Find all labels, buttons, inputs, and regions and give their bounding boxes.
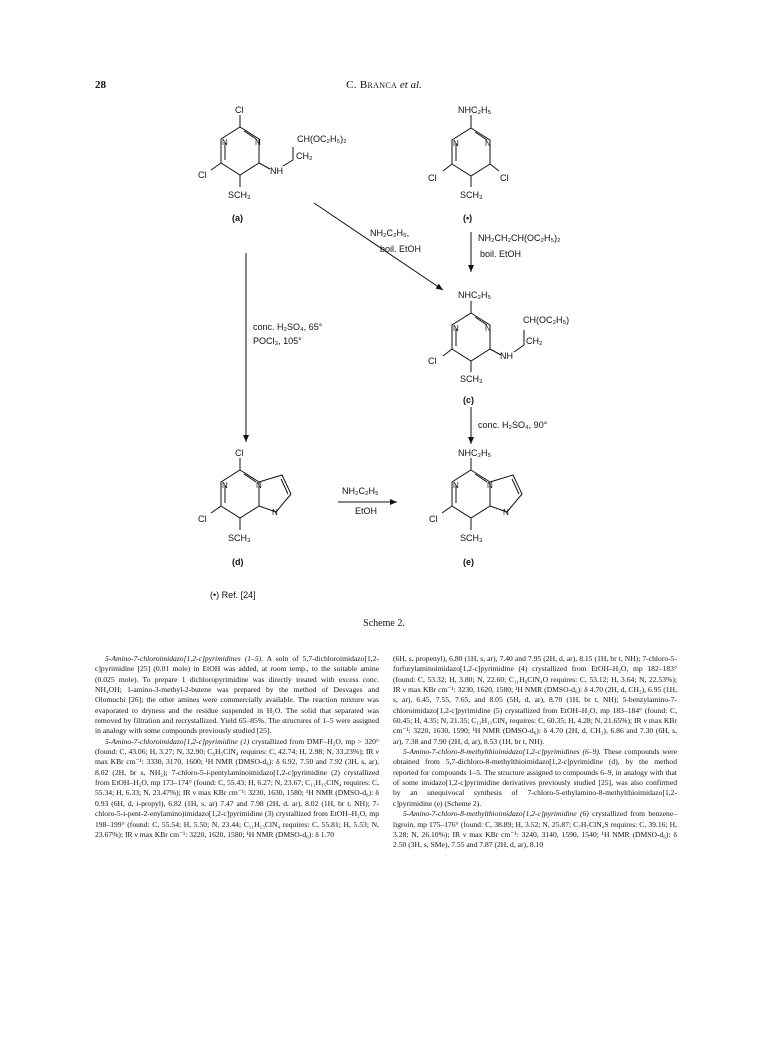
- compound-d-ring-n3: N: [272, 508, 278, 517]
- compound-a-top-substituent: Cl: [235, 105, 244, 115]
- running-head-authors: C. Branca: [346, 79, 398, 91]
- compound-c-side-chain: CH(OC₂H₅): [523, 315, 570, 325]
- compound-a-nh: NH: [270, 166, 283, 176]
- reagent-d-to-e-line2: EtOH: [355, 506, 378, 516]
- paragraph: [95, 737, 379, 840]
- paragraph-lead: 5-Amino-7-chloroimidazo[1,2-c]pyrimidine (1): [105, 736, 250, 746]
- compound-d-ring-n1: N: [222, 481, 228, 490]
- reagent-star-to-c-line1: NH₂CH₂CH(OC₂H₅)₂: [478, 233, 561, 243]
- compound-a-structure: [198, 105, 347, 223]
- compound-c-top-substituent: NHC₂H₅: [458, 290, 492, 300]
- reagent-c-to-e: conc. H₂SO₄, 90°: [478, 420, 548, 430]
- right-column: [393, 654, 677, 851]
- compound-a-ring-n1: N: [222, 138, 228, 147]
- compound-a-ch2: CH₂: [296, 151, 313, 161]
- paragraph: [95, 654, 379, 737]
- reagent-star-to-c-line2: boil. EtOH: [480, 249, 522, 259]
- compound-star-label: (•): [463, 213, 473, 223]
- paragraph-text: (6H, s, propenyl), 6.80 (1H, s, ar), 7.40 and 7.95 (2H, d, ar), 8.15 (1H, br t, NH); 7-chloro-5-furfurylaminoimidazo[1,2-c]pyrimidine (4) crystallized from EtOH–H₂O, mp 182–183° (found: C, 53.32; H, 3.80; N, 22.60; C₁₁H₉ClN₄O requires: C, 53.12; H, 3.64; N, 22.53%); IR ν max KBr cm⁻¹: 3230, 1620, 1580; ¹H NMR (DMSO-d₆): δ 4.70 (2H, d, CH₂), 6.95 (1H, s, ar), 6.45, 7.55, 7.65, and 8.05 (5H, d, ar), 8.70 (1H, br t, NH); 5-benzylamino-7-chloroimidazo[1,2-c]pyrimidine (5) crystallized from EtOH–H₂O, mp 183–184° (found: C, 60.45; H, 4.35; N, 21.35; C₁₃H₁₁ClN₄ requires: C, 60.35; H, 4.28; N, 21.65%); IR ν max KBr cm⁻¹: 3220, 1630, 1590; ¹H NMR (DMSO-d₆): δ 4.70 (2H, d, CH₂), 6.86 and 7.30 (6H, s, ar), 7.38 and 7.90 (2H, d, ar), 8.53 (1H, br t, NH).: [393, 654, 677, 746]
- compound-c-ch2: CH₂: [526, 336, 543, 346]
- arrow-a-to-c: [314, 203, 443, 290]
- compound-d-structure: [198, 448, 291, 567]
- compound-d-left-substituent: Cl: [198, 514, 207, 524]
- paragraph: [393, 654, 677, 747]
- compound-e-structure: [429, 448, 522, 567]
- scheme-footnote: (•) Ref. [24]: [210, 590, 256, 600]
- compound-e-label: (e): [463, 557, 474, 567]
- compound-d-ring-n2: N: [256, 481, 262, 490]
- page-number: 28: [95, 79, 106, 91]
- compound-e-top-substituent: NHC₂H₅: [458, 448, 492, 458]
- compound-c-ring-n1: N: [453, 324, 459, 333]
- paragraph-lead: 5-Amino-7-chloro-8-methylthioimidazo[1,2-c]pyrimidines (6–9).: [403, 747, 601, 757]
- paragraph-text: These compounds were obtained from 5,7-dichloro-8-methylthioimidazo[1,2-c]pyrimidine (d), by the method reported for compounds 1–5. The structure assigned to compounds 6–9, in analogy with that of some imidazo[1,2-c]pyrimidine derivatives previously studied [25], was also confirmed by an unequivocal synthesis of 7-chloro-5-ethylamino-8-methylthioimidazo[1,2-c]pyrimidine (e) (Scheme 2).: [393, 747, 677, 808]
- compound-star-top-substituent: NHC₂H₅: [458, 105, 492, 115]
- paragraph: [393, 747, 677, 809]
- compound-a-label: (a): [232, 213, 243, 223]
- compound-star-bottom-substituent: SCH₃: [460, 190, 483, 200]
- compound-star-ring-n2: N: [485, 139, 491, 148]
- compound-c-label: (c): [463, 395, 474, 405]
- reagent-d-to-e-line1: NH₂C₂H₅: [342, 486, 379, 496]
- reagent-a-to-d-line1: conc. H₂SO₄, 65°: [253, 322, 323, 332]
- compound-a-bottom-substituent: SCH₃: [228, 190, 251, 200]
- paragraph-lead: 5-Amino-7-chloro-8-methylthioimidazo[1,2-c]pyrimidine (6): [403, 809, 589, 819]
- compound-a-left-substituent: Cl: [198, 170, 207, 180]
- reagent-a-to-d-line2: POCl₃, 105°: [253, 336, 302, 346]
- paragraph-text: A soln of 5,7-dichloroimidazo[1,2-c]pyrimidine [25] (0.01 mole) in EtOH was added, at room temp., to the suitable amine (0.025 mole). To prepare 1 dichloropyrimidine was directly treated with excess conc. NH₄OH; 1-amino-3-methyl-2-butene was prepared by the method of Desvages and Olomuchi [26]; the other amines were commercially available. The reaction mixture was evaporated to dryness and the residue suspended in H₂O. The solid that separated was removed by filtration and recrystallized. Yield 65–85%. The structures of 1–5 were assigned in analogy with some compounds previously studied [25].: [95, 654, 379, 736]
- compound-e-left-substituent: Cl: [429, 514, 438, 524]
- compound-star-right-substituent: Cl: [500, 173, 509, 183]
- compound-e-ring-n2: N: [487, 481, 493, 490]
- compound-c-structure: [428, 290, 569, 405]
- compound-c-bottom-substituent: SCH₃: [460, 374, 483, 384]
- compound-e-bottom-substituent: SCH₃: [460, 533, 483, 543]
- paragraph-text: crystallized from benzene–ligroin, mp 175–176° (found: C, 38.89; H, 3.52; N, 25.87; C₇H₇ClN₄S requires: C, 39.16; H, 3.28; N, 26.10%); IR ν max KBr cm⁻¹: 3240, 3140, 1590, 1540; ¹H NMR (DMSO-d₆): δ 2.50 (3H, s, SMe), 7.55 and 7.87 (2H, d, ar), 8.10: [393, 809, 678, 850]
- compound-d-label: (d): [232, 557, 244, 567]
- running-head-etal: et al.: [399, 79, 422, 91]
- compound-star-ring-n1: N: [453, 139, 459, 148]
- paragraph-lead: 5-Amino-7-chloroimidazo[1,2-c]pyrimidines (1–5).: [105, 654, 264, 663]
- compound-a-ring-n2: N: [255, 138, 261, 147]
- compound-d-bottom-substituent: SCH₃: [228, 533, 251, 543]
- compound-star-left-substituent: Cl: [428, 173, 437, 183]
- paragraph-text: crystallized from DMF–H₂O, mp > 320° (found: C, 43.06; H, 3.27; N, 32.90; C₆H₅ClN₄ requires: C, 42.74; H, 2.98; N, 33.23%); IR ν max KBr cm⁻¹: 3330, 3170, 1600; ¹H NMR (DMSO-d₆): δ 6.92, 7.50 and 7.92 (3H, s, ar), 8.02 (2H, br s, NH₂); 7-chloro-5-i-pentylaminoimidazo[1,2-c]pyrimidine (2) crystallized from EtOH–H₂O, mp 173–174° (found: C, 55.43; H, 6.27; N, 23.67; C₁₁H₁₅ClN₄ requires: C, 55.34; H, 6.33; N, 23.47%); IR ν max KBr cm⁻¹: 3230, 1630, 1580; ¹H NMR (DMSO-d₆): δ 0.93 (6H, d, i-propyl), 6.82 (1H, s, ar) 7.47 and 7.98 (2H, d, ar), 8.02 (1H, br t, NH); 7-chloro-5-i-pent-2-enylamino)imidazo[1,2-c]pyrimidine (3) crystallized from EtOH–H₂O, mp 198–199° (found: C, 55.54; H, 5.50; N, 23.44; C₁₁H₁₃ClN₄ requires: C, 55.81; H, 5.53; N, 23.67%); IR ν max KBr cm⁻¹: 3220, 1620, 1580; ¹H NMR (DMSO-d₆): δ 1.70: [95, 736, 379, 839]
- paragraph: [393, 809, 677, 850]
- left-column: [95, 654, 379, 840]
- compound-c-left-substituent: Cl: [428, 356, 437, 366]
- scheme-caption: Scheme 2.: [363, 618, 405, 629]
- compound-d-top-substituent: Cl: [235, 448, 244, 458]
- compound-c-nh: NH: [500, 351, 513, 361]
- compound-a-side-chain: CH(OC₂H₅)₂: [297, 134, 347, 144]
- compound-c-ring-n2: N: [485, 324, 491, 333]
- compound-e-ring-n1: N: [453, 481, 459, 490]
- compound-e-ring-n3: N: [503, 508, 509, 517]
- reagent-a-to-c-line2: boil. EtOH: [380, 244, 422, 254]
- reagent-a-to-c-line1: NH₂C₂H₅,: [370, 228, 410, 238]
- compound-star-structure: [428, 105, 509, 223]
